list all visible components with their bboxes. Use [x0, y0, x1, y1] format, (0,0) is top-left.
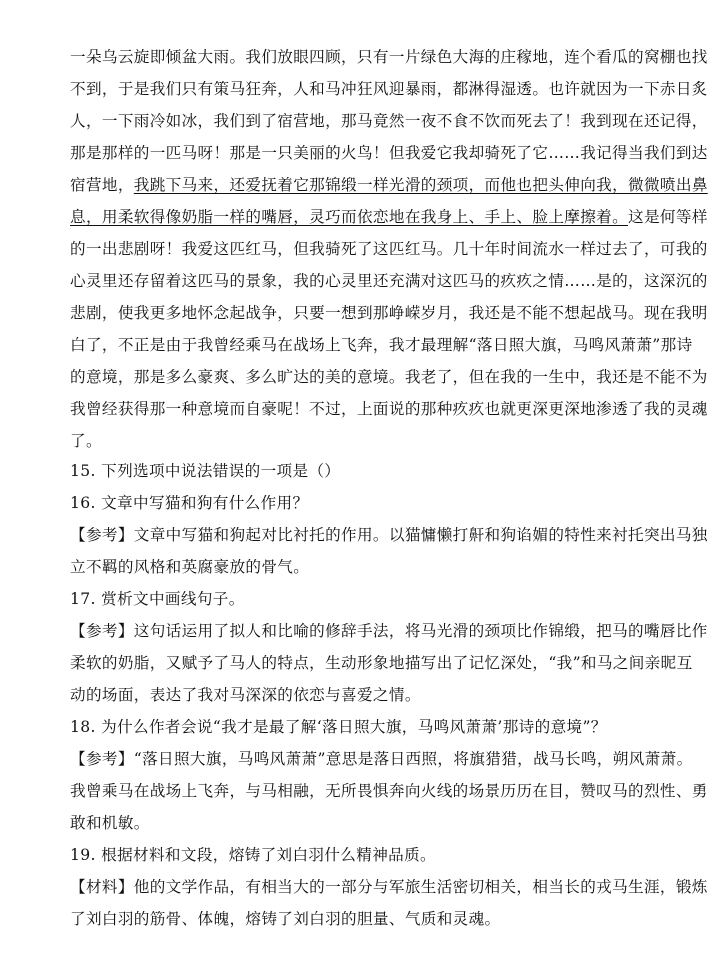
passage-line-2: 不到，于是我们只有策马狂奔，人和马冲狂风迎暴雨，都淋得湿透。也许就因为一下赤日炙 [70, 80, 708, 98]
passage-line-8: 心灵里还存留着这匹马的景象，我的心灵里还充满对这匹马的疚疚之情……是的，这深沉的 [70, 272, 708, 290]
answer-17-line-2: 柔软的奶脂，又赋予了马人的特点，生动形象地描写出了记忆深处，“我”和马之间亲昵互 [70, 654, 693, 672]
answer-18-line-1: 【参考】“落日照大旗，马鸣风萧萧”意思是落日西照，将旗猎猎，战马长鸣，朔风萧萧。 [70, 750, 693, 768]
passage-line-3: 人，一下雨冷如冰，我们到了宿营地，那马竟然一夜不食不饮而死去了！我到现在还记得， [70, 112, 708, 130]
material-19-line-2: 了刘白羽的筋骨、体魄，熔铸了刘白羽的胆量、气质和灵魂。 [70, 910, 501, 928]
answer-17-line-3: 动的场面，表达了我对马深深的依恋与喜爱之情。 [70, 686, 421, 704]
answer-18-line-2: 我曾乘马在战场上飞奔，与马相融，无所畏惧奔向火线的场景历历在目，赞叹马的烈性、勇 [70, 782, 708, 800]
answer-16-line-1: 【参考】文章中写猫和狗起对比衬托的作用。以猫慵懒打鼾和狗谄媚的特性来衬托突出马独 [70, 526, 708, 544]
passage-text: 宿营地， [70, 176, 134, 194]
passage-line-11: 的意境，那是多么豪爽、多么旷达的美的意境。我老了，但在我的一生中，我还是不能不为 [70, 368, 708, 386]
passage-line-12: 我曾经获得那一种意境而自豪呢！不过，上面说的那种疚疚也就更深更深地渗透了我的灵魂 [70, 400, 708, 418]
passage-line-6 [70, 206, 708, 228]
material-19-line-1: 【材料】他的文学作品，有相当大的一部分与军旅生活密切相关，相当长的戎马生涯，锻炼 [70, 878, 708, 896]
passage-line-7: 的一出悲剧呀！我爱这匹红马，但我骑死了这匹红马。几十年时间流水一样过去了，可我的 [70, 240, 708, 258]
underlined-sentence-part-1: 我跳下马来，还爱抚着它那锦缎一样光滑的颈项，而他也把头伸向我，微微喷出鼻 [133, 176, 708, 194]
answer-16-line-2: 立不羁的风格和英腐豪放的骨气。 [70, 558, 310, 576]
passage-line-10: 白了，不正是由于我曾经乘马在战场上飞奔，我才最理解“落日照大旗，马鸣风萧萧”那诗 [70, 336, 693, 354]
passage-line-4: 那是那样的一匹马呀！那是一只美丽的火鸟！但我爱它我却骑死了它……我记得当我们到达 [70, 144, 708, 162]
question-18: 18. 为什么作者会说“我才是最了解‘落日照大旗，马鸣风萧萧’那诗的意境”？ [70, 718, 607, 736]
question-15: 15. 下列选项中说法错误的一项是（） [70, 462, 341, 480]
question-19: 19. 根据材料和文段，熔铸了刘白羽什么精神品质。 [70, 846, 436, 864]
answer-17-line-1: 【参考】这句话运用了拟人和比喻的修辞手法，将马光滑的颈项比作锦缎，把马的嘴唇比作 [70, 622, 708, 640]
question-16: 16. 文章中写猫和狗有什么作用？ [70, 494, 309, 512]
passage-line-13: 了。 [70, 432, 102, 450]
answer-18-line-3: 敢和机敏。 [70, 814, 150, 832]
passage-text: 这是何等样 [628, 208, 708, 226]
underlined-sentence-part-2: 息，用柔软得像奶脂一样的嘴唇，灵巧而依恋地在我身上、手上、脸上摩擦着。 [70, 208, 629, 226]
question-17: 17. 赏析文中画线句子。 [70, 590, 245, 608]
passage-line-1: 一朵乌云旋即倾盆大雨。我们放眼四顾，只有一片绿色大海的庄稼地，连个看瓜的窝棚也找 [70, 48, 708, 66]
passage-line-9: 悲剧，使我更多地怀念起战争，只要一想到那峥嵘岁月，我还是不能不想起战马。现在我明 [70, 304, 708, 322]
passage-line-5 [70, 174, 708, 196]
